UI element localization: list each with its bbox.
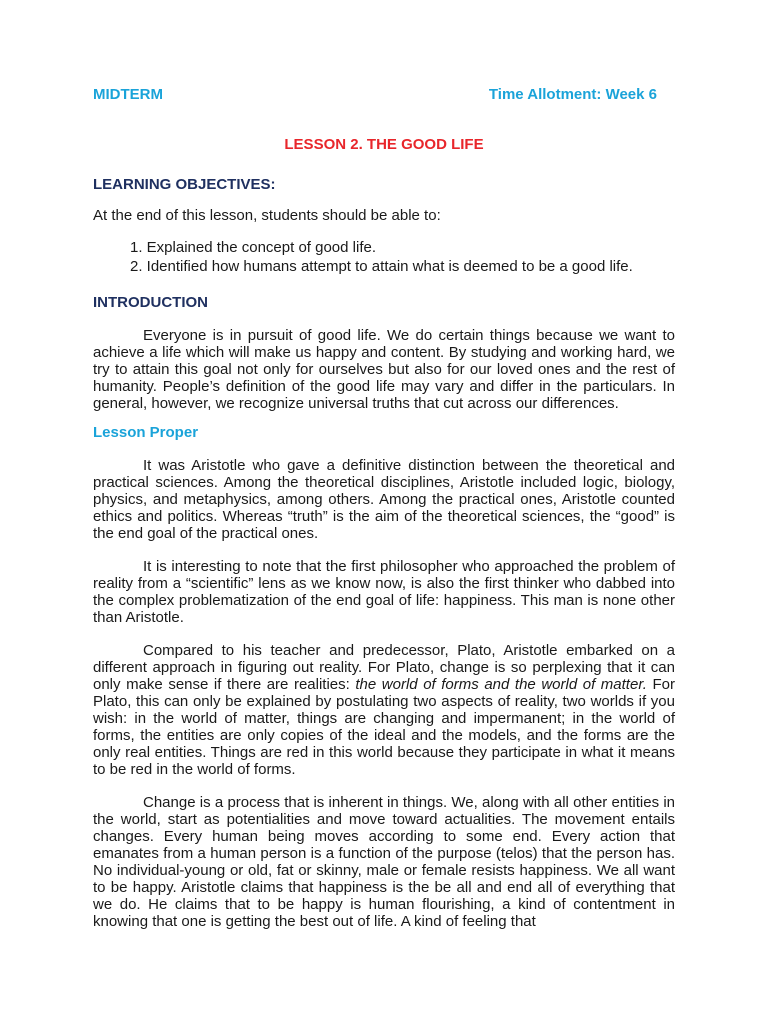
lesson-paragraph-2: It is interesting to note that the first philosopher who approached the problem of reality from a “scientific” lens as we know now, is also the first thinker who dabbed into the complex problematization of the end goal of life: happiness. This man is none other than Aristotle. [93,558,675,626]
time-allotment: Time Allotment: Week 6 [488,86,657,103]
term-label: MIDTERM [93,86,163,103]
page-header [93,86,675,108]
lesson-proper-heading: Lesson Proper [93,424,199,441]
paragraph-text: Compared to his teacher and predecessor, Plato, Aristotle embarked on a different approach in figuring out reality. For Plato, change is so perplexing that it can only make sense if there are realities: [93,642,675,693]
list-item: 2. Identified how humans attempt to attain what is deemed to be a good life. [130,258,633,275]
list-item: 1. Explained the concept of good life. [130,239,377,256]
paragraph-text: For Plato, this can only be explained by postulating two aspects of reality, two worlds if you wish: in the world of matter, things are changing and impermanent; in the world of forms, the entities are only copies of the ideal and the models, and the forms are the only real entities. Things are red in this world because they participate in what it means to be red in the world of forms. [93,676,675,778]
introduction-paragraph: Everyone is in pursuit of good life. We do certain things because we want to achieve a life which will make us happy and content. By studying and working hard, we try to attain this goal not only for ourselves but also for our loved ones and the rest of humanity. People’s definition of the good life may vary and differ in the particulars. In general, however, we recognize universal truths that cut across our differences. [93,327,675,412]
lesson-title: LESSON 2. THE GOOD LIFE [284,136,484,153]
introduction-heading: INTRODUCTION [93,294,208,311]
lesson-paragraph-3 [93,642,675,778]
italic-phrase: the world of forms and the world of matter. [355,676,647,693]
objectives-list [130,238,675,276]
objectives-intro: At the end of this lesson, students should be able to: [93,207,441,224]
lesson-paragraph-4: Change is a process that is inherent in things. We, along with all other entities in the world, start as potentialities and move toward actualities. The movement entails changes. Every human being moves according to some end. Every action that emanates from a human person is a function of the purpose (telos) that the person has. No individual-young or old, fat or skinny, male or female resists happiness. We all want to be happy. Aristotle claims that happiness is the be all and end all of everything that we do. He claims that to be happy is human flourishing, a kind of contentment in knowing that one is getting the best out of life. A kind of feeling that [93,794,675,930]
lesson-paragraph-1: It was Aristotle who gave a definitive distinction between the theoretical and practical sciences. Among the theoretical disciplines, Aristotle included logic, biology, physics, and metaphysics, among others. Among the practical ones, Aristotle counted ethics and politics. Whereas “truth” is the aim of the theoretical sciences, the “good” is the end goal of the practical ones. [93,457,675,542]
objectives-heading: LEARNING OBJECTIVES: [93,176,276,193]
